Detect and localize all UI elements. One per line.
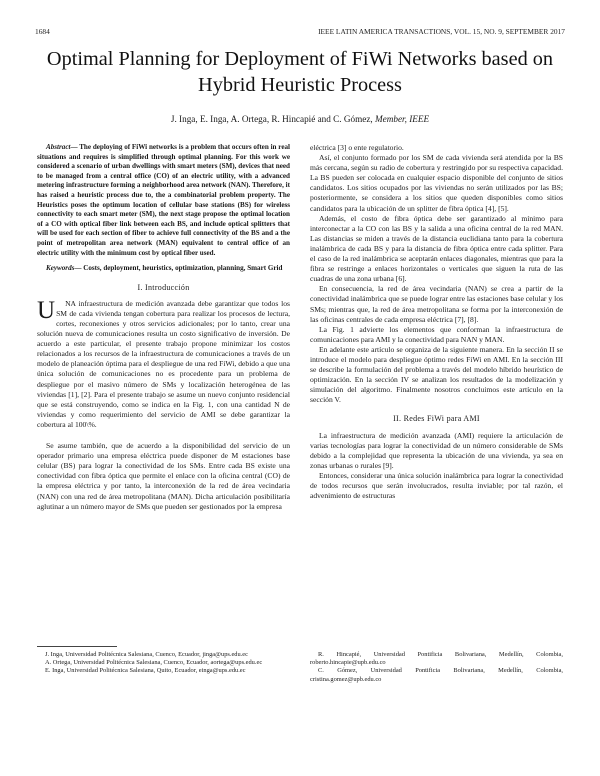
footnote: C. Gómez, Universidad Pontificia Bolivariana, Medellín, Colombia, cristina.gomez@upb.edu.co [310,667,563,683]
right-paragraph-7: Entonces, considerar una única solución inalámbrica para lograr la conectividad de todos recursos que serán involucrados, resulta inviable; por tal razón, el advenimiento de estructuras [310,470,563,501]
author-line [30,114,570,124]
page-number: 1684 [35,27,50,36]
drop-cap: U [37,296,56,324]
right-column [310,143,563,501]
right-paragraph-1: Así, el conjunto formado por los SM de cada vivienda será atendida por la BS más cercana, según su radio de cobertura y restringido por su respectiva capacidad. La BS pueden ser colocada en cualquier espacio disponible del conjunto de sitios candidatos. Los sitios ocupados por las viviendas no serán utilizados por las BS; posteriormente, se considera a los sitios que queden disponibles como sitios candidatos para la ubicación de un splitter de fibra óptica [4], [5]. [310,153,563,213]
footnotes-right [310,651,563,684]
keywords-text: — Costs, deployment, heuristics, optimization, planning, Smart Grid [74,264,283,273]
footnote: E. Inga, Universidad Politécnica Salesiana, Quito, Ecuador, einga@ups.edu.ec [45,667,246,675]
keywords-lead: Keywords [46,264,75,273]
footnotes-left [37,651,290,676]
right-paragraph-2: Además, el costo de fibra óptica debe ser garantizado al mínimo para interconectar a la CO con las BS y la salida a una oficina central de la red MAN. Las distancias se miden a través de la distancia euclidiana tanto para la cobertura inalámbrica de cada BS y para la distancia de fibra óptica entre cada splitter. Para el caso de la red inalámbrica se aceptarán enlaces diagonales, mientras que para la fibra se restringe a enlaces horizontales o verticales que siguen la ruta de las cuadras de una zona urbana [6]. [310,213,563,284]
footnote-rule [37,646,117,647]
intro-paragraph-1 [37,296,290,430]
section-heading-fiwi: II. Redes FiWi para AMI [393,414,480,424]
section-heading-introduction: I. Introducción [137,282,190,292]
footnote: J. Inga, Universidad Politécnica Salesiana, Cuenco, Ecuador, jinga@ups.edu.ec [45,651,248,658]
right-paragraph-0: eléctrica [3] o ente regulatorio. [310,143,404,152]
keywords [37,264,290,274]
abstract-lead: Abstract [46,143,71,151]
intro-paragraph-1-text: NA infraestructura de medición avanzada debe garantizar que todos los SM de cada vivienda tengan cobertura para realizar los procesos de lectura, cortes, reconexiones y otros servicios adicionales; por lo tanto, crear una solución nueva de comunicaciones resulta un costo significativo de inversión. De acuerdo a este particular, el presente trabajo propone minimizar los costos relacionados a los recursos de la infraestructura de comunicaciones a través de un modelo de planeación óptima para el despliegue de una red FiWi, debido a que una única solución de comunicaciones no es procedente para un problema de despliegue por el masivo número de SMs y localización heterogénea de las viviendas [1], [2]. Para el presente trabajo se asume un nuevo conjunto residencial que se está construyendo, como se indica en la Fig. 1, con una cantidad N de viviendas y como requerimiento del servicio de AMI se debe garantizar la cobertura al 100\%. [37,298,290,429]
footnote: A. Ortega, Universidad Politécnica Salesiana, Cuenco, Ecuador, aortega@ups.edu.ec [45,659,263,667]
author-names: J. Inga, E. Inga, A. Ortega, R. Hincapié and C. Gómez, [170,114,376,124]
author-role: Member, IEEE [375,114,430,124]
intro-paragraph-2: Se asume también, que de acuerdo a la disponibilidad del servicio de un operador primario una empresa eléctrica puede disponer de M estaciones base celular (BS) para lograr la conectividad de los SMs. Entre cada BS existe una conectividad con fibra óptica que permite el enlace con la oficina central (CO) de la empresa eléctrica y por tanto, la interconexión de la red de área vecindaria (NAN) con una red de área metropolitana (MAN). Dicha articulación posibilitaría aglutinar a un número mayor de SMs que pueden ser gestionados por la empresa [37,441,290,511]
right-paragraph-5: En adelante este artículo se organiza de la siguiente manera. En la sección II se introduce el modelo para despliegue óptimo redes FiWi en AMI. En la sección III se describe la formulación del problema a través del modelo híbrido heurístico de optimización. En la sección IV se analizan los resultados de la modelización y simulación del algoritmo. Finalmente nosotros concluimos este artículo en la sección V. [310,344,563,405]
right-paragraph-3: En consecuencia, la red de área vecindaria (NAN) se crea a partir de la conectividad inalámbrica que se puede lograr entre las estaciones base celular y los SMs; mientras que, la red de área metropolitana se forma por la interconexión de las oficinas centrales de cada empresa eléctrica [7], [8]. [310,284,563,324]
journal-header: IEEE LATIN AMERICA TRANSACTIONS, VOL. 15, NO. 9, SEPTEMBER 2017 [318,27,565,36]
left-column [37,143,290,512]
footnote: R. Hincapié, Universidad Pontificia Bolivariana, Medellín, Colombia, roberto.hincapie@upb.edu.co [310,651,563,667]
abstract-text: — The deploying of FiWi networks is a problem that occurs often in real situations and requires is simplified through optimal planning. For this work we considered a scenario of urban dwellings with smart meters (SM), devices that need to be managed from a central office (CO) of an electric utility, with a advanced metering infrastructure forming a neighborhood area network (NAN). Therefore, it has raised a heuristic process due to, the a combinatorial problem property. The Heuristics poses the optimum location of cellular base stations (BS) for wireless connectivity to each smart meter (SM), the next stage propose the optimal location of a CO with optical fiber link between each BS, and include optical splitters that will be used for each section of fiber to achieve full connectivity of the BS and a the point of metropolitan area network (MAN) equivalent to central office of an electric utility with the minimum cost by optical fiber used. [37,143,290,257]
right-paragraph-6: La infraestructura de medición avanzada (AMI) requiere la articulación de varias tecnologías para lograr la conectividad de un número considerable de SMs debido a la complejidad que representa la ubicación de una vivienda, ya sea en zonas urbanas o rurales [9]. [310,430,563,470]
right-paragraph-4: La Fig. 1 advierte los elementos que conforman la infraestructura de comunicaciones para AMI y la conectividad para NAN y MAN. [310,324,563,344]
paper-title: Optimal Planning for Deployment of FiWi Networks based on Hybrid Heuristic Process [46,48,554,96]
abstract [37,143,290,258]
